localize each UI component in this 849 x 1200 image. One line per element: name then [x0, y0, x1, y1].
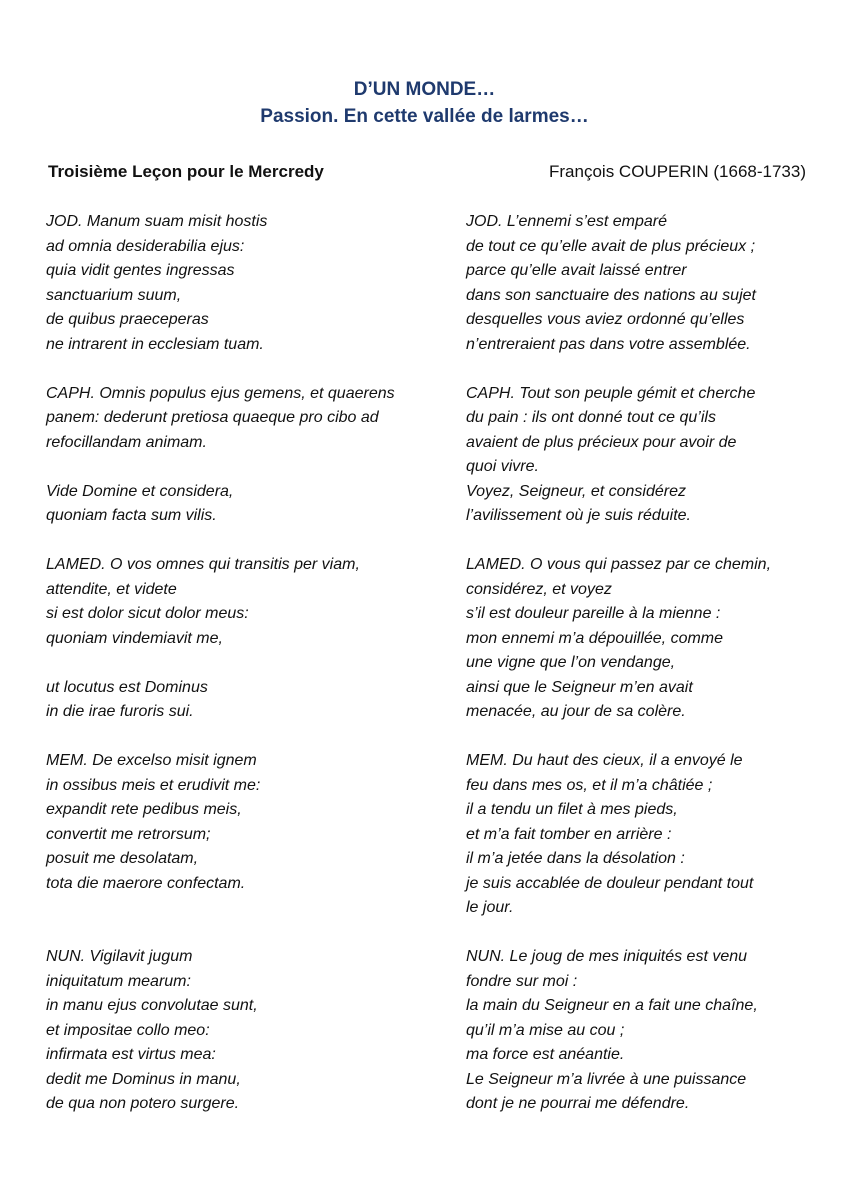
text-line: qu’il m’a mise au cou ; [466, 1021, 625, 1039]
latin-stanza-ut-locutus [46, 676, 426, 725]
text-line: de qua non potero surgere. [46, 1095, 240, 1112]
text-line: MEM. Du haut des cieux, il a envoyé le [466, 752, 743, 769]
text-line: expandit rete pedibus meis, [46, 801, 242, 818]
text-line: dedit me Dominus in manu, [46, 1070, 241, 1088]
text-line: ne intrarent in ecclesiam tuam. [46, 335, 264, 353]
text-line: dans son sanctuaire des nations au sujet [466, 286, 756, 304]
latin-stanza-caph [46, 382, 426, 456]
text-line: Le Seigneur m’a livrée à une puissance [466, 1070, 747, 1088]
text-line: tota die maerore confectam. [46, 874, 246, 892]
latin-stanza-lamed [46, 553, 426, 651]
text-line: considérez, et voyez [466, 580, 612, 598]
french-stanza-caph [466, 382, 846, 529]
text-line: de tout ce qu’elle avait de plus précieux ; [466, 237, 756, 255]
text-line: si est dolor sicut dolor meus: [46, 605, 249, 622]
text-line: ainsi que le Seigneur m’en avait [466, 678, 693, 696]
text-line: desquelles vous aviez ordonné qu’elles [466, 311, 745, 328]
text-line: CAPH. Tout son peuple gémit et cherche [466, 384, 756, 402]
french-stanza-jod [466, 210, 846, 357]
latin-stanza-jod [46, 210, 426, 357]
text-line: le jour. [466, 899, 514, 916]
text-line: feu dans mes os, et il m’a châtiée ; [466, 776, 713, 794]
text-line: posuit me desolatam, [46, 850, 199, 867]
text-line: JOD. L’ennemi s’est emparé [466, 213, 667, 230]
text-line: et impositae collo meo: [46, 1021, 210, 1039]
text-line: Voyez, Seigneur, et considérez [466, 482, 686, 500]
text-line: JOD. Manum suam misit hostis [46, 213, 268, 230]
text-line: MEM. De excelso misit ignem [46, 752, 257, 769]
text-line: refocillandam animam. [46, 433, 207, 451]
text-line: l’avilissement où je suis réduite. [466, 507, 691, 524]
text-line: menacée, au jour de sa colère. [466, 703, 686, 720]
text-line: dont je ne pourrai me défendre. [466, 1095, 690, 1112]
text-line: il a tendu un filet à mes pieds, [466, 801, 678, 818]
text-line: s’il est douleur pareille à la mienne : [466, 605, 721, 622]
text-line: quoniam facta sum vilis. [46, 507, 217, 524]
latin-stanza-nun [46, 945, 426, 1117]
text-line: et m’a fait tomber en arrière : [466, 825, 672, 843]
page-title: D’UN MONDE… [353, 79, 496, 100]
text-line: NUN. Vigilavit jugum [46, 948, 193, 965]
text-line: LAMED. O vous qui passez par ce chemin, [466, 556, 772, 573]
text-line: du pain : ils ont donné tout ce qu’ils [466, 409, 716, 426]
text-line: n’entreraient pas dans votre assemblée. [466, 335, 751, 353]
page-subtitle: Passion. En cette vallée de larmes… [260, 106, 589, 127]
text-line: quoi vivre. [466, 458, 539, 475]
text-line: attendite, et videte [46, 580, 177, 598]
text-line: de quibus praeceperas [46, 311, 209, 328]
french-stanza-nun [466, 945, 846, 1117]
french-stanza-lamed [466, 553, 846, 725]
text-line: mon ennemi m’a dépouillée, comme [466, 629, 724, 647]
text-line: fondre sur moi : [466, 972, 578, 990]
text-line: Vide Domine et considera, [46, 482, 234, 500]
french-stanza-mem [466, 749, 846, 921]
text-line: LAMED. O vos omnes qui transitis per viam, [46, 556, 360, 573]
text-line: ad omnia desiderabilia ejus: [46, 237, 245, 255]
text-line: la main du Seigneur en a fait une chaîne, [466, 997, 758, 1014]
piece-title: Troisième Leçon pour le Mercredy [48, 162, 324, 181]
text-line: ma force est anéantie. [466, 1046, 625, 1063]
text-line: in ossibus meis et erudivit me: [46, 776, 261, 794]
text-line: panem: dederunt pretiosa quaeque pro cibo ad [46, 409, 379, 426]
text-line: quia vidit gentes ingressas [46, 262, 235, 279]
composer-name: François COUPERIN (1668-1733) [549, 162, 806, 181]
text-line: je suis accablée de douleur pendant tout [466, 874, 754, 892]
text-line: une vigne que l’on vendange, [466, 654, 676, 671]
french-text-column [466, 210, 846, 1117]
text-line: in manu ejus convolutae sunt, [46, 997, 258, 1014]
text-line: iniquitatum mearum: [46, 972, 191, 990]
text-line: ut locutus est Dominus [46, 678, 208, 696]
latin-text-column [46, 210, 426, 1117]
text-line: parce qu’elle avait laissé entrer [466, 262, 687, 279]
latin-stanza-vide [46, 480, 426, 529]
text-line: NUN. Le joug de mes iniquités est venu [466, 948, 748, 965]
text-line: il m’a jetée dans la désolation : [466, 850, 685, 867]
latin-stanza-mem [46, 749, 426, 896]
text-line: quoniam vindemiavit me, [46, 629, 223, 647]
text-line: convertit me retrorsum; [46, 825, 211, 843]
text-line: sanctuarium suum, [46, 286, 182, 304]
text-line: in die irae furoris sui. [46, 703, 194, 720]
text-line: infirmata est virtus mea: [46, 1046, 216, 1063]
text-line: avaient de plus précieux pour avoir de [466, 433, 737, 451]
text-line: CAPH. Omnis populus ejus gemens, et quaerens [46, 384, 395, 402]
